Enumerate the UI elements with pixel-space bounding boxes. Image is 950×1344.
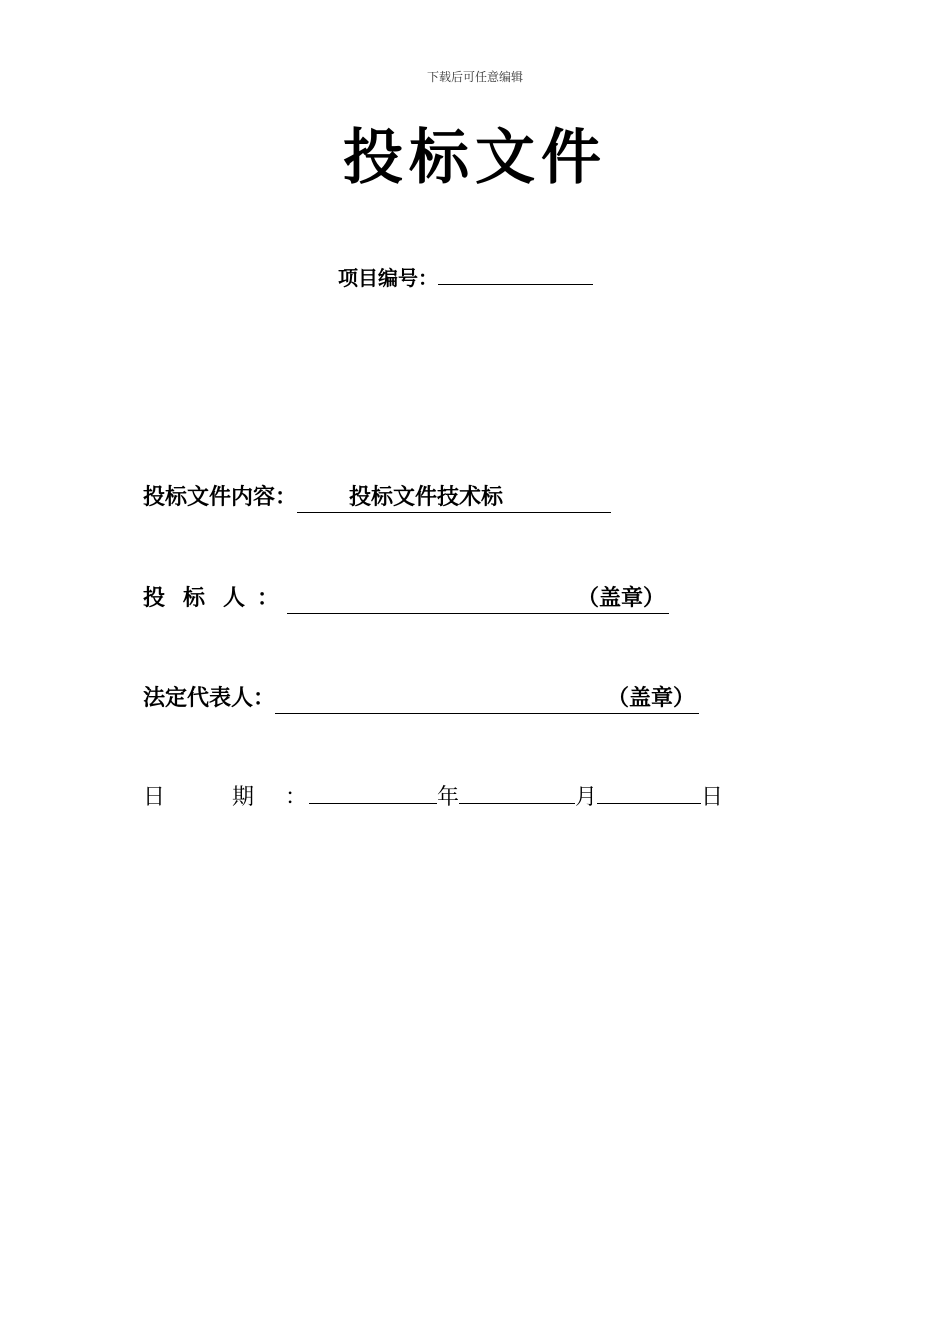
day-blank[interactable] [597, 803, 701, 804]
date-label-char: 期 [232, 785, 255, 810]
bidder-field[interactable] [287, 585, 669, 614]
bidder-row [143, 585, 669, 614]
bidder-seal: （盖章） [577, 586, 666, 611]
document-title: 投标文件 [343, 123, 607, 193]
date-label-char: ： [285, 785, 308, 810]
header-note: 下载后可任意编辑 [426, 70, 523, 84]
year-label: 年 [437, 785, 460, 810]
month-blank[interactable] [459, 803, 575, 804]
project-number-blank[interactable] [438, 264, 593, 285]
bidder-label-char: 标 [183, 586, 206, 611]
content-label: 投标文件内容： [143, 485, 298, 510]
legal-rep-row [143, 685, 699, 714]
bidder-label-char: 人 [223, 586, 246, 611]
legal-rep-seal: （盖章） [607, 686, 696, 711]
year-blank[interactable] [309, 803, 437, 804]
day-label: 日 [701, 785, 724, 810]
content-value-field[interactable] [297, 484, 611, 513]
content-row [143, 484, 611, 513]
content-value: 投标文件技术标 [349, 485, 504, 510]
bidder-label-char: 投 [143, 586, 166, 611]
bidder-label-char: ： [257, 586, 280, 611]
legal-rep-field[interactable] [275, 685, 699, 714]
date-row [143, 784, 723, 812]
project-number-row [338, 262, 593, 291]
date-label-char: 日 [143, 785, 166, 810]
month-label: 月 [575, 785, 598, 810]
project-number-label: 项目编号： [338, 266, 438, 290]
legal-rep-label: 法定代表人： [143, 686, 276, 711]
